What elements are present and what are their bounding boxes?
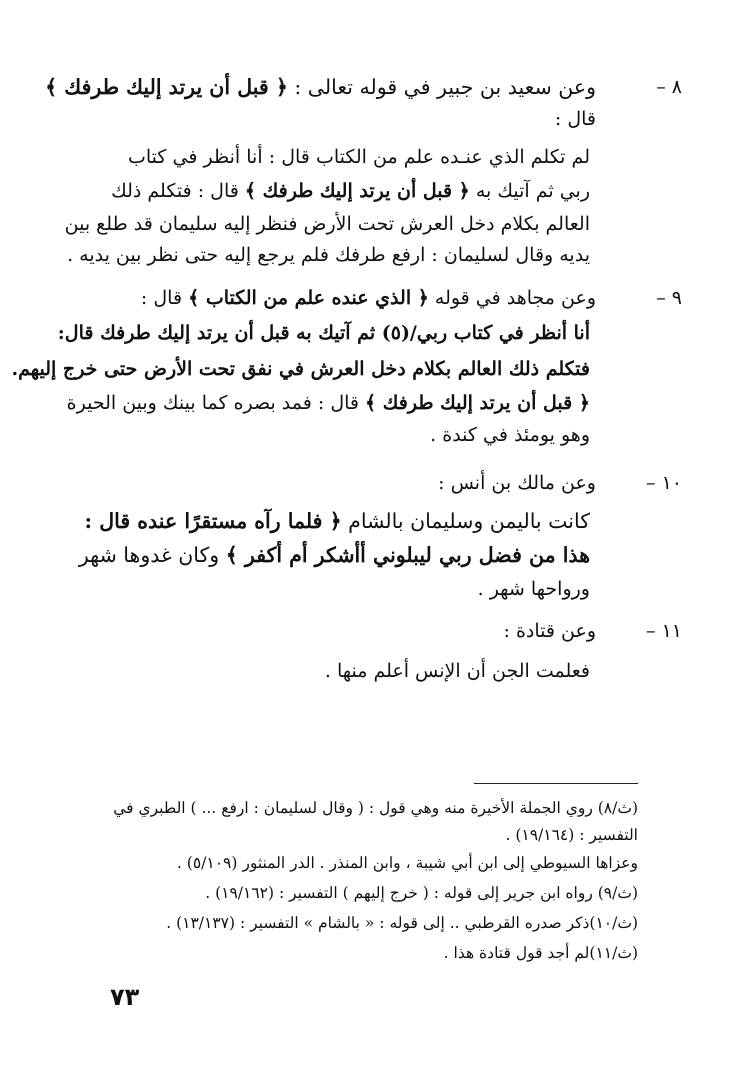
item-number: ١١ –	[646, 620, 682, 642]
quran-quote: ﴿ الذي عنده علم من الكتاب ﴾	[188, 287, 429, 309]
text-segment: يديه وقال لسليمان : ارفع طرفك فلم يرجع إليه حتى نظر بين يديه .	[67, 244, 590, 266]
item-10-line-4	[400, 574, 590, 606]
item-9-line-4	[66, 388, 590, 420]
quran-quote: ﴿ قبل أن يرتد إليك طرفك ﴾	[45, 75, 288, 99]
footnote-line: (ث/١١)لم أجد قول قتادة هذا .	[443, 944, 638, 962]
text-segment: أنا أنظر في كتاب ربي/(٥) ثم آتيك به قبل أن يرتد إليك طرفك قال:	[57, 322, 590, 344]
text-segment: وعن مالك بن أنس :	[438, 472, 596, 494]
footnote-line: (ث/١٠)ذكر صدره القرطبي .. إلى قوله : « بالشام » التفسير : (١٣/١٣٧) .	[166, 914, 638, 932]
item-10-line-2	[84, 506, 590, 538]
item-8-line-6	[67, 240, 590, 272]
text-segment: ربي ثم آتيك به	[469, 180, 590, 202]
item-9-line-5	[300, 420, 590, 452]
text-segment: وعن مجاهد في قوله	[428, 287, 596, 309]
text-segment: لم تكلم الذي عنـده علم من الكتاب قال : أنا أنظر في كتاب	[128, 146, 590, 168]
text-segment: ورواحها شهر .	[477, 578, 590, 600]
item-9-line-2	[57, 318, 590, 350]
footnote-line: (ث/٨) روي الجملة الأخيرة منه وهي قول : ( وقال لسليمان : ارفع ... ) الطبري في	[113, 799, 638, 817]
item-8-line-1	[45, 72, 596, 104]
item-10-line-3	[78, 540, 590, 572]
text-segment: فتكلم ذلك العالم بكلام دخل العرش في نفق تحت الأرض حتى خرج إليهم.	[11, 358, 590, 380]
item-11-line-1	[450, 616, 596, 648]
item-number: ٩ –	[656, 287, 682, 309]
text-segment: وكان غدوها شهر	[78, 543, 226, 567]
item-number: ١٠ –	[646, 472, 682, 494]
item-number: ٨ –	[656, 76, 682, 98]
footnote-line: وعزاها السيوطي إلى ابن أبي شيبة ، وابن المنذر . الدر المنثور (٥/١٠٩) .	[176, 854, 638, 872]
item-8-line-4	[111, 176, 590, 208]
item-11-line-2	[300, 656, 590, 688]
text-segment: وهو يومئذ في كندة .	[430, 424, 590, 446]
text-segment: وعن قتادة :	[503, 620, 596, 642]
quran-quote: ﴿ قبل أن يرتد إليك طرفك ﴾	[244, 180, 470, 202]
quran-quote: ﴿ قبل أن يرتد إليك طرفك ﴾	[365, 392, 590, 414]
footnote-line: التفسير : (١٩/١٦٤) .	[505, 826, 638, 844]
text-segment: قال :	[554, 108, 596, 130]
item-8-line-3	[128, 142, 590, 174]
text-segment: فعلمت الجن أن الإنس أعلم منها .	[324, 660, 590, 682]
footnote-divider	[474, 783, 638, 784]
item-8-line-5	[64, 209, 590, 241]
footnote-line: (ث/٩) رواه ابن جرير إلى قوله : ( خرج إليهم ) التفسير : (١٩/١٦٢) .	[205, 884, 638, 902]
text-segment: العالم بكلام دخل العرش تحت الأرض فنظر إليه سليمان قد طلع بين	[64, 213, 590, 235]
item-9-line-3	[11, 354, 590, 386]
item-9-line-1	[140, 283, 596, 315]
item-8-line-2	[500, 104, 596, 136]
quran-quote: هذا من فضل ربي ليبلوني أأشكر أم أكفر ﴾	[225, 543, 590, 567]
text-segment: قال :	[140, 287, 189, 309]
text-segment: قال : فتكلم ذلك	[111, 180, 245, 202]
text-segment: كانت باليمن وسليمان بالشام	[341, 509, 590, 533]
quran-quote: ﴿ فلما رآه مستقرًا عنده قال :	[84, 509, 342, 533]
text-segment: قال : فمد بصره كما بينك وبين الحيرة	[66, 392, 366, 414]
text-segment: وعن سعيد بن جبير في قوله تعالى :	[287, 75, 596, 99]
item-10-line-1	[350, 468, 596, 500]
page-number: ٧٣	[110, 983, 140, 1011]
